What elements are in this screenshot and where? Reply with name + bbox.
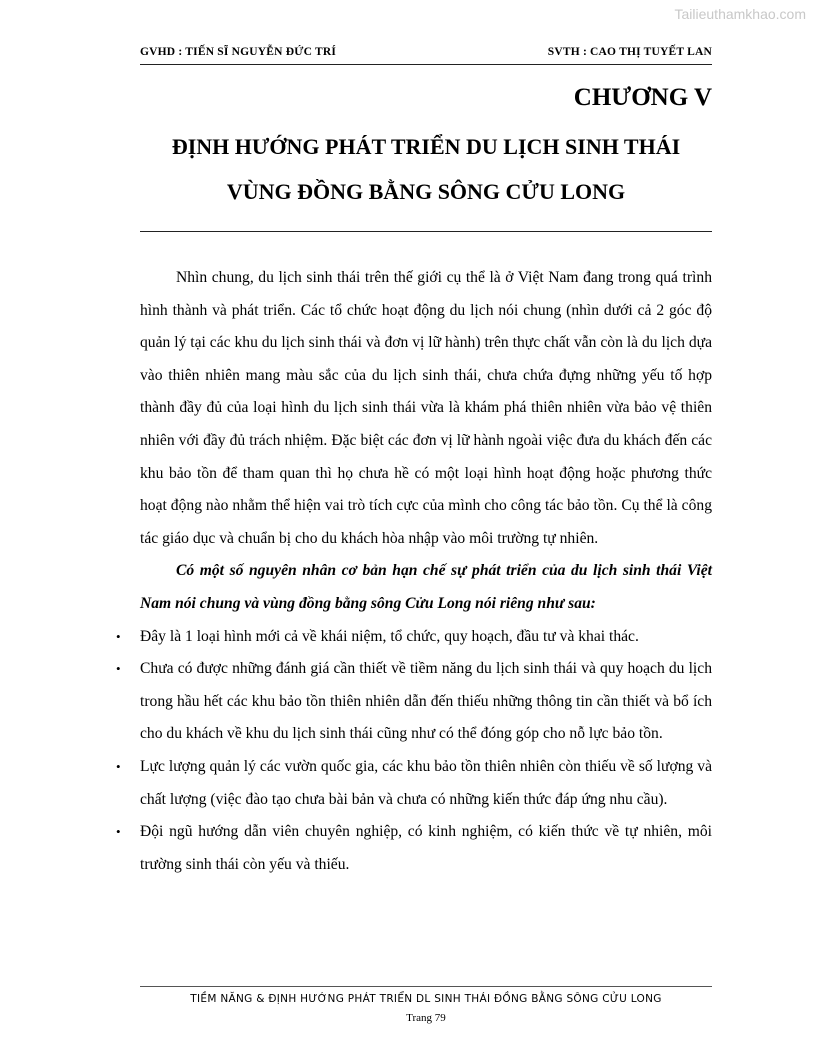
page-header	[140, 46, 712, 58]
list-item	[116, 816, 712, 881]
bullet-icon: •	[116, 758, 121, 774]
list-item-text: Lực lượng quản lý các vườn quốc gia, các khu bảo tồn thiên nhiên còn thiếu về số lượng và chất lượng (việc đào tạo chưa bài bản và chưa có những kiến thức đáp ứng nhu cầu).	[140, 757, 712, 808]
title-divider	[140, 231, 712, 232]
list-item	[116, 621, 712, 654]
bullet-icon: •	[116, 661, 121, 677]
page-footer: TIỀM NĂNG & ĐỊNH HƯỚNG PHÁT TRIỂN DL SINH THÁI ĐỒNG BẰNG SÔNG CỬU LONG	[190, 993, 662, 1005]
list-item-text: Đây là 1 loại hình mới cả về khái niệm, tổ chức, quy hoạch, đầu tư và khai thác.	[140, 627, 639, 645]
header-student: SVTH : CAO THỊ TUYẾT LAN	[547, 46, 712, 58]
list-item	[116, 653, 712, 751]
intro-paragraph: Nhìn chung, du lịch sinh thái trên thế giới cụ thể là ở Việt Nam đang trong quá trình hình thành và phát triển. Các tổ chức hoạt động du lịch nói chung (nhìn dưới cả 2 góc độ quản lý tại các khu du lịch sinh thái và đơn vị lữ hành) trên thực chất vẫn còn là du lịch dựa vào thiên nhiên mang màu sắc của du lịch sinh thái, chưa chứa đựng những yếu tố hợp thành đầy đủ của loại hình du lịch sinh thái vừa là khám phá thiên nhiên vừa bảo vệ thiên nhiên với đầy đủ trách nhiệm. Đặc biệt các đơn vị lữ hành ngoài việc đưa du khách đến các khu bảo tồn để tham quan thì họ chưa hề có một loại hình hoạt động hoặc phương thức hoạt động nào nhằm thể hiện vai trò tích cực của mình cho công tác bảo tồn. Cụ thể là công tác giáo dục và chuẩn bị cho du khách hòa nhập vào môi trường tự nhiên.	[140, 269, 712, 547]
list-item-text: Chưa có được những đánh giá cần thiết về tiềm năng du lịch sinh thái và quy hoạch du lịch trong hầu hết các khu bảo tồn thiên nhiên dẫn đến thiếu những thông tin cần thiết và bổ ích cho du khách về khu du lịch sinh thái cũng như có thể đóng góp cho nỗ lực bảo tồn.	[140, 660, 712, 743]
header-divider	[140, 64, 712, 65]
page-body	[116, 262, 712, 881]
causes-list	[116, 621, 712, 882]
bullet-icon: •	[116, 628, 121, 644]
watermark: Tailieuthamkhao.com	[674, 6, 806, 22]
header-advisor: GVHD : TIẾN SĨ NGUYỄN ĐỨC TRÍ	[140, 46, 337, 58]
bullet-icon: •	[116, 824, 121, 840]
page-number: Trang 79	[406, 1012, 446, 1024]
list-item-text: Đội ngũ hướng dẫn viên chuyên nghiệp, có kinh nghiệm, có kiến thức về tự nhiên, môi trường sinh thái còn yếu và thiếu.	[140, 823, 712, 873]
chapter-title-line-2: VÙNG ĐỒNG BẰNG SÔNG CỬU LONG	[226, 179, 626, 204]
footer-divider	[140, 986, 712, 987]
chapter-title-line-1: ĐỊNH HƯỚNG PHÁT TRIỂN DU LỊCH SINH THÁI	[171, 134, 681, 159]
causes-lead-paragraph: Có một số nguyên nhân cơ bản hạn chế sự phát triển của du lịch sinh thái Việt Nam nói chung và vùng đồng bằng sông Cửu Long nói riêng như sau:	[140, 562, 712, 612]
chapter-heading: CHƯƠNG V	[573, 84, 712, 111]
list-item	[116, 751, 712, 816]
